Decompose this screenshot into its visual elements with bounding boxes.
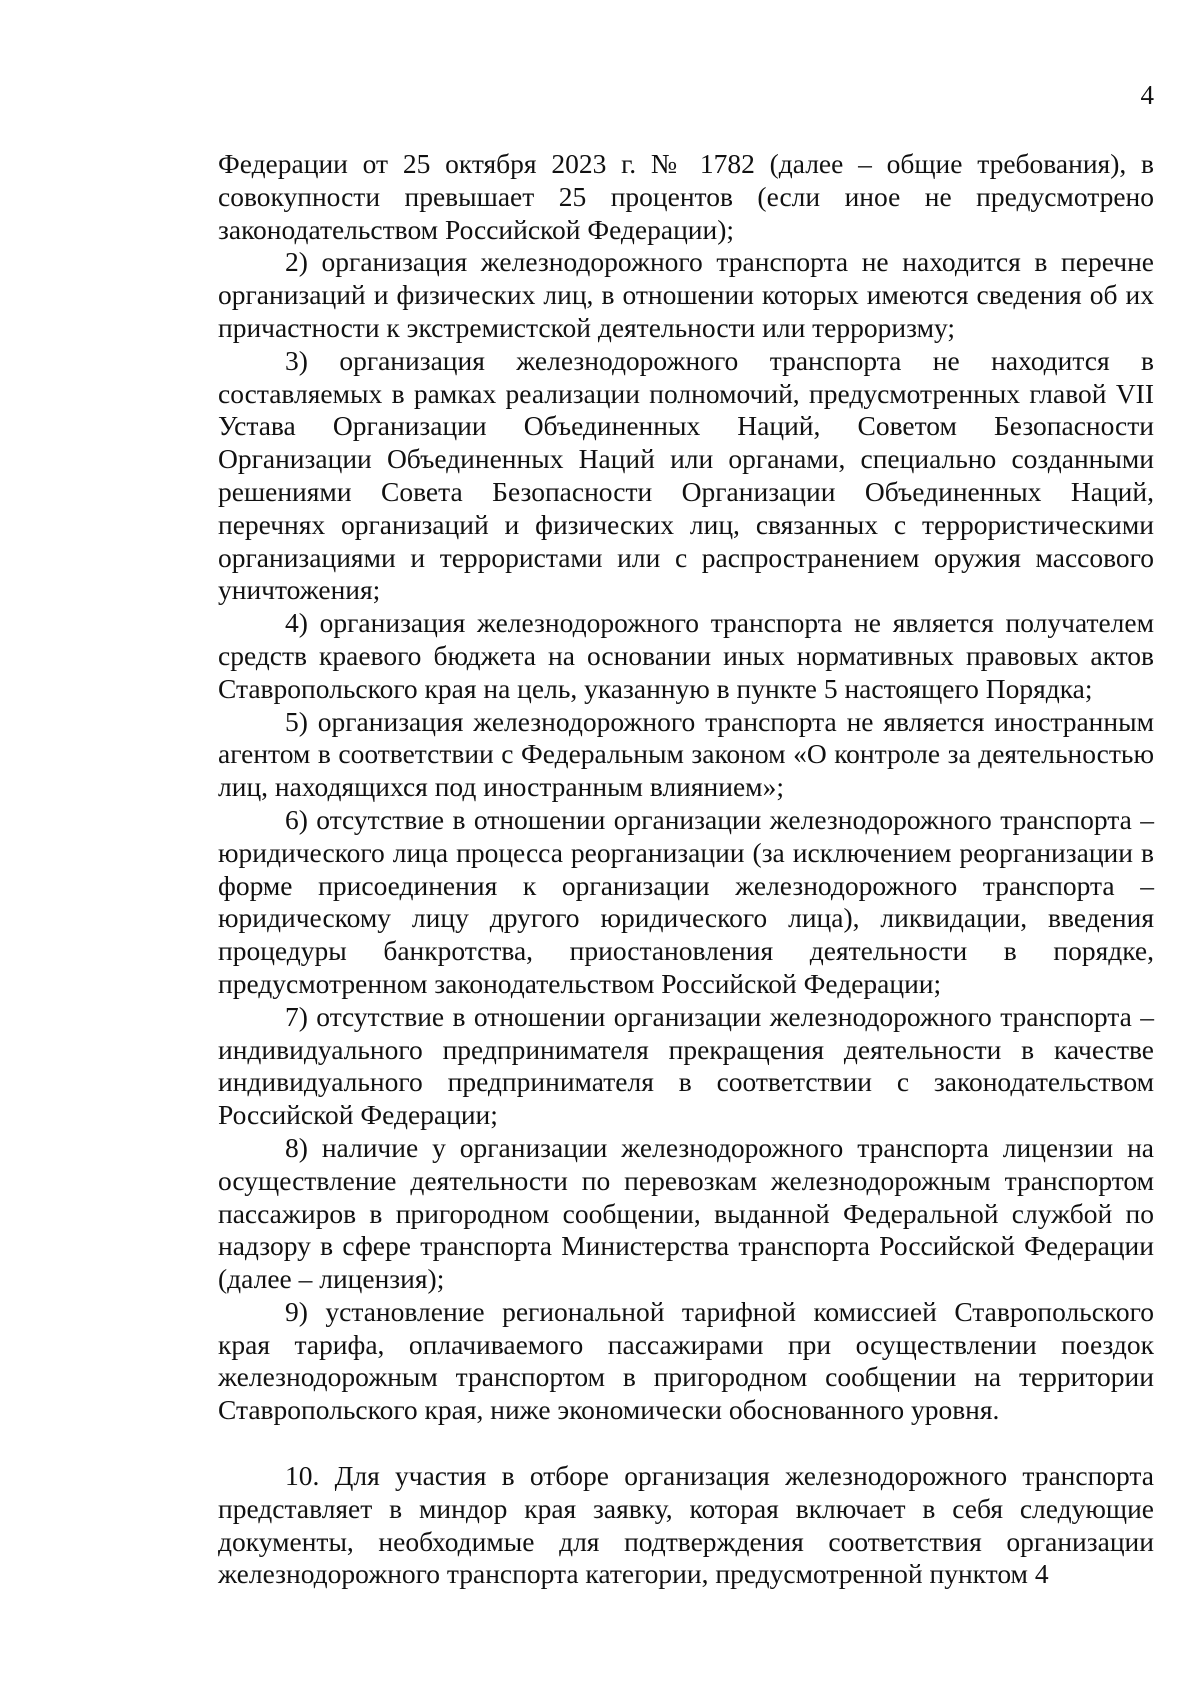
paragraph-item-3: 3) организация железнодорожного транспорта не находится в составляемых в рамках реализации полномочий, предусмотренных главой VII Устава Организации Объединенных Наций, Советом Безопасности Организации Объединенных Наций или органами, специально созданными решениями Совета Безопасности Организации Объединенных Наций, перечнях организаций и физических лиц, связанных с террористическими организациями и террористами или с распространением оружия массового уничтожения; <box>218 344 1154 606</box>
paragraph-item-5: 5) организация железнодорожного транспорта не является иностранным агентом в соответствии с Федеральным законом «О контроле за деятельностью лиц, находящихся под иностранным влиянием»; <box>218 705 1154 803</box>
paragraph-item-2: 2) организация железнодорожного транспорта не находится в перечне организаций и физических лиц, в отношении которых имеются сведения об их причастности к экстремистской деятельности или терроризму; <box>218 246 1154 343</box>
page-number: 4 <box>1140 80 1154 110</box>
paragraph-section-10: 10. Для участия в отборе организация железнодорожного транспорта представляет в миндор края заявку, которая включает в себя следующие документы, необходимые для подтверждения соответствия организации железнодорожного транспорта категории, предусмотренной пунктом 4 <box>218 1460 1154 1590</box>
paragraph-item-4: 4) организация железнодорожного транспорта не является получателем средств краевого бюджета на основании иных нормативных правовых актов Ставропольского края на цель, указанную в пункте 5 настоящего Порядка; <box>218 607 1154 704</box>
paragraph-item-9: 9) установление региональной тарифной комиссией Ставропольского края тарифа, оплачиваемого пассажирами при осуществлении поездок железнодорожным транспортом в пригородном сообщении на территории Ставропольского края, ниже экономически обоснованного уровня. <box>218 1295 1154 1426</box>
paragraph-item-7: 7) отсутствие в отношении организации железнодорожного транспорта – индивидуального предпринимателя прекращения деятельности в качестве индивидуального предпринимателя в соответствии с законодательством Российской Федерации; <box>218 1000 1154 1131</box>
paragraph-item-8: 8) наличие у организации железнодорожного транспорта лицензии на осуществление деятельности по перевозкам железнодорожным транспортом пассажиров в пригородном сообщении, выданной Федеральной службой по надзору в сфере транспорта Министерства транспорта Российской Федерации (далее – лицензия); <box>218 1131 1154 1295</box>
paragraph-continuation: Федерации от 25 октября 2023 г. № 1782 (далее – общие требования), в совокупности превышает 25 процентов (если иное не предусмотрено законодательством Российской Федерации); <box>218 148 1154 245</box>
paragraph-item-6: 6) отсутствие в отношении организации железнодорожного транспорта – юридического лица процесса реорганизации (за исключением реорганизации в форме присоединения к организации железнодорожного транспорта – юридическому лицу другого юридического лица), ликвидации, введения процедуры банкротства, приостановления деятельности в порядке, предусмотренном законодательством Российской Федерации; <box>218 803 1154 999</box>
document-body <box>218 148 1154 1591</box>
